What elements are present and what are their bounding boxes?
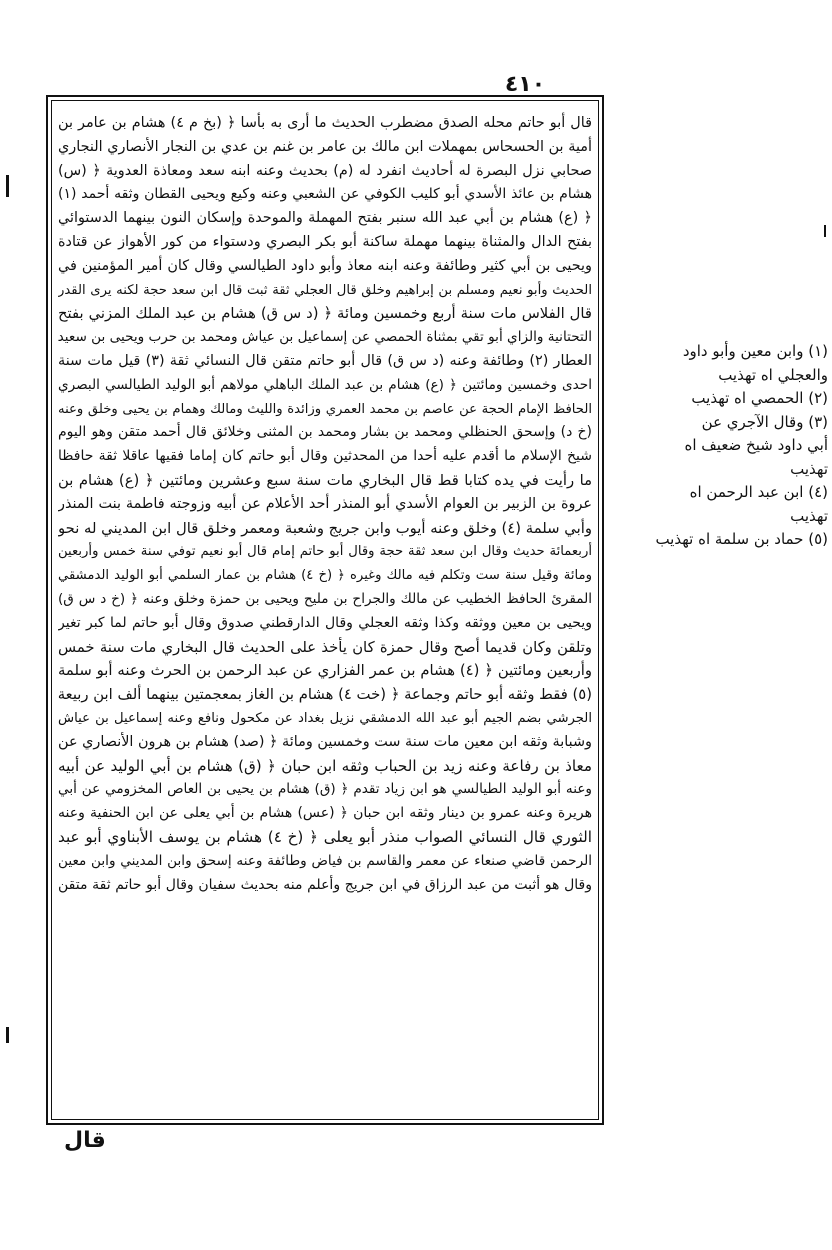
- footnote-line: تهذيب: [790, 459, 828, 478]
- text-line: (٥) فقط وثقه أبو حاتم وجماعة ﴿ (خت ٤) هشام بن الغاز بمعجمتين بينهما ألف ابن ربيعة: [58, 686, 592, 704]
- text-line: الحديث وأبو نعيم ومسلم بن إبراهيم وخلق قال العجلي ثقة ثبت قال ابن سعد حجة لكنه يرى القدر: [58, 282, 592, 298]
- text-line: العطار (٢) وطائفة وعنه (د س ق) قال أبو حاتم متقن قال النسائي ثقة (٣) قيل مات سنة: [58, 352, 592, 369]
- text-line: معاذ بن رفاعة وعنه زيد بن الحباب وثقه ابن حبان ﴿ (ق) هشام بن أبي الوليد عن أبيه: [58, 756, 592, 775]
- text-line: أمية بن الحسحاس بمهملات ابن مالك بن عامر بن غنم بن عدي بن النجار الأنصاري النجاري: [58, 138, 592, 155]
- text-line: قال الفلاس مات سنة أربع وخمسين ومائة ﴿ (د س ق) هشام بن عبد الملك المزني بفتح: [58, 305, 592, 323]
- margin-mark-bottom-left: [6, 1027, 9, 1043]
- margin-mark-top-left: [6, 175, 9, 197]
- text-line: وشبابة وثقه ابن معين مات سنة ست وخمسين ومائة ﴿ (صد) هشام بن هرون الأنصاري عن: [58, 733, 592, 750]
- text-line: الجرشي بضم الجيم أبو عبد الله الدمشقي نزيل بغداد عن مكحول ونافع وعنه إسماعيل بن عياش: [58, 710, 592, 726]
- text-line: الحافظ الإمام الحجة عن عاصم بن محمد العمري وزائدة والليث ومالك وهمام بن يحيى وخلق وعنه: [58, 401, 592, 417]
- text-line: قال أبو حاتم محله الصدق مضطرب الحديث ما أرى به بأسا ﴿ (بخ م ٤) هشام بن عامر بن: [58, 115, 592, 131]
- text-line: أربعمائة حديث وقال ابن سعد ثقة حجة وقال أبو حاتم إمام قال أبو نعيم توفي سنة خمس وأربعين: [58, 544, 592, 560]
- text-line: وقال هو أثبت من عبد الرزاق في ابن جريج وأعلم منه بحديث سفيان وقال أبو حاتم ثقة متقن: [58, 876, 592, 893]
- text-line: وتلقن وكان قديما أصح وقال حمزة كان يأخذ على الحديث قال البخاري مات سنة خمس: [58, 638, 592, 656]
- footnotes-column: [608, 340, 828, 552]
- page-number: ٤١٠: [504, 72, 546, 97]
- text-line: صحابي نزل البصرة له أحاديث انفرد له (م) بحديث وعنه ابنه سعد ومعاذة العدوية ﴿ (س): [58, 162, 592, 179]
- footnote-line: (٤) ابن عبد الرحمن اه: [689, 483, 828, 501]
- text-line: عروة بن الزبير بن العوام الأسدي أبو المنذر أحد الأعلام عن أبيه وزوجته فاطمة بنت المنذر: [58, 495, 592, 512]
- main-text-block: [58, 112, 592, 1112]
- footnote-line: تهذيب: [790, 506, 828, 525]
- text-line: هريرة وعنه عمرو بن دينار وثقه ابن حبان ﴿ (عس) هشام بن أبي يعلى عن ابن الحنفية وعنه: [58, 805, 592, 822]
- text-line: الرحمن قاضي صنعاء عن معمر والقاسم بن فياض وطائفة وعنه إسحق وابن المديني وابن معين: [58, 852, 592, 869]
- text-line: (خ د) وإسحق الحنظلي ومحمد بن بشار ومحمد بن المثنى وخلائق قال أحمد متقن وهو اليوم: [58, 424, 592, 441]
- text-line: هشام بن عائذ الأسدي أبو كليب الكوفي عن الشعبي وعنه وكيع ويحيى القطان وثقه أحمد (١): [58, 186, 592, 203]
- footnote-line: (٣) وقال الآجري عن: [701, 412, 828, 431]
- text-line: التحتانية والزاي أبو تقي بمثناة الحمصي عن إسماعيل بن عياش ومحمد بن حرب ويحيى بن سعيد: [58, 329, 592, 346]
- text-line: شيخ الإسلام ما أقدم عليه أحدا من المحدثين وقال أبو حاتم كان إماما فقيها عاقلا ثقة حافظا: [58, 448, 592, 465]
- text-line: المقرئ الحافظ الخطيب عن مالك والجراح بن مليح ويحيى بن حمزة وخلق وعنه ﴿ (خ د س ق): [58, 590, 592, 607]
- text-line: ويحيى بن أبي كثير وطائفة وعنه ابنه معاذ وأبو داود الطيالسي وقال كان أمير المؤمنين في: [58, 257, 592, 274]
- margin-mark-top-right: [824, 225, 826, 237]
- text-line: ومائة وقيل سنة ست وتكلم فيه مالك وغيره ﴿ (خ ٤) هشام بن عمار السلمي أبو الوليد الدمشقي: [58, 568, 592, 584]
- text-line: ويحيى بن معين ووثقه وكذا وثقه العجلي وقال الدارقطني صدوق وقال أبو حاتم لما كبر تغير: [58, 614, 592, 631]
- text-line: بفتح الدال والمثناة بينهما مهملة ساكنة أبو بكر البصري ودستواء من كور الأهواز عن قتادة: [58, 233, 592, 250]
- text-line: ﴿ (ع) هشام بن أبي عبد الله سنبر بفتح المهملة والموحدة وإسكان النون بينهما الدستوائي: [58, 210, 592, 227]
- footnote-line: والعجلي اه تهذيب: [718, 365, 828, 384]
- text-line: وعنه أبو الوليد الطيالسي هو ابن زياد تقدم ﴿ (ق) هشام بن يحيى بن العاص المخزومي عن أبي: [58, 781, 592, 798]
- footnote-line: أبي داود شيخ ضعيف اه: [684, 436, 828, 454]
- text-line: وأربعين ومائتين ﴿ (٤) هشام بن عمر الفزاري عن عبد الرحمن بن الحرث وعنه أبو سلمة: [58, 662, 592, 680]
- footnote-line: (٥) حماد بن سلمة اه تهذيب: [655, 530, 828, 548]
- text-line: احدى وخمسين ومائتين ﴿ (ع) هشام بن عبد الملك الباهلي مولاهم أبو الوليد الطيالسي البصري: [58, 376, 592, 393]
- catchword: قال: [64, 1128, 106, 1153]
- text-line: وأبي سلمة (٤) وخلق وعنه أيوب وابن جريج وشعبة ومعمر وخلق قال ابن المديني له نحو: [58, 519, 592, 537]
- text-line: الثوري قال النسائي الصواب منذر أبو يعلى ﴿ (خ ٤) هشام بن يوسف الأبناوي أبو عبد: [58, 827, 592, 846]
- text-line: ما رأيت في يده كتابا قط قال البخاري مات سنة سبع وعشرين ومائتين ﴿ (ع) هشام بن: [58, 471, 592, 489]
- footnote-line: (١) وابن معين وأبو داود: [682, 342, 828, 360]
- footnote-line: (٢) الحمصي اه تهذيب: [691, 389, 828, 407]
